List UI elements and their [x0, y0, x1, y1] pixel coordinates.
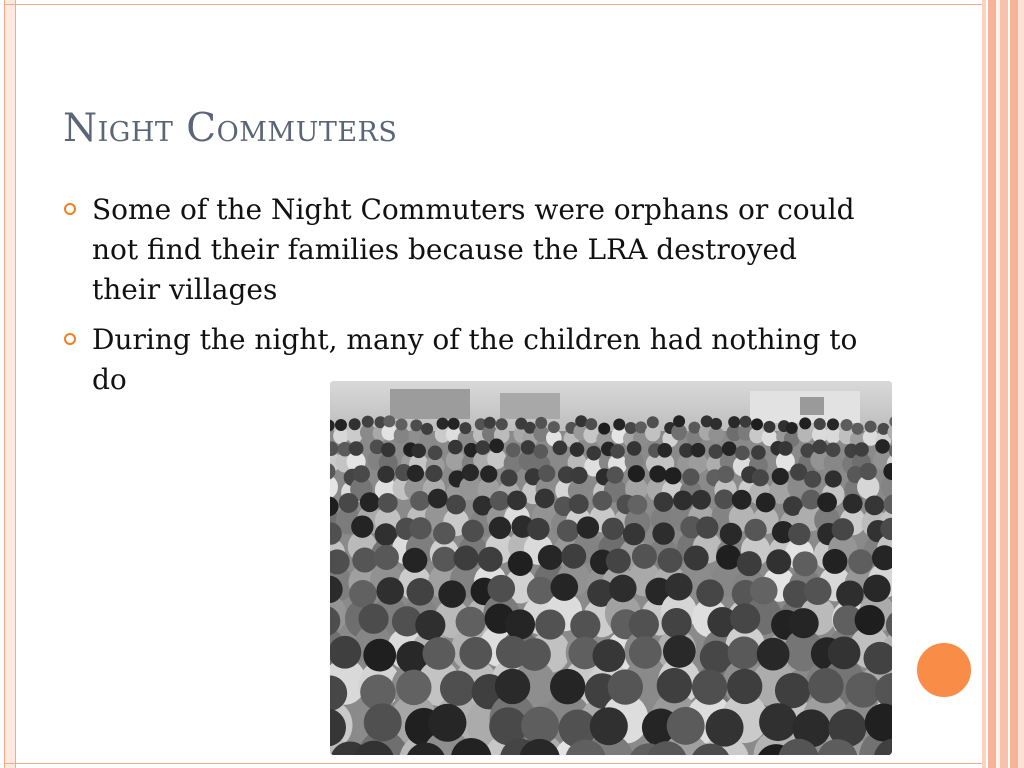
bottom-frame-line: [4, 763, 982, 764]
bullet-text: Some of the Night Commuters were orphans or could not find their families because the LRA destroyed their villages: [92, 193, 855, 306]
bullet-item: [62, 190, 862, 310]
bullet-text: During the night, many of the children had nothing to do: [92, 323, 858, 396]
right-decorative-stripes: [982, 0, 1024, 768]
left-frame-border: [4, 0, 16, 768]
bullet-list: [62, 190, 862, 410]
crowd-photo-graphic: [330, 381, 892, 755]
bullet-circle-icon: [64, 203, 76, 215]
orange-circle-icon: [914, 640, 974, 700]
slide-title: Night Commuters: [63, 106, 398, 151]
bullet-circle-icon: [64, 333, 76, 345]
crowd-heads: [330, 415, 892, 755]
top-frame-line: [4, 4, 982, 5]
crowd-photo: [330, 381, 892, 755]
